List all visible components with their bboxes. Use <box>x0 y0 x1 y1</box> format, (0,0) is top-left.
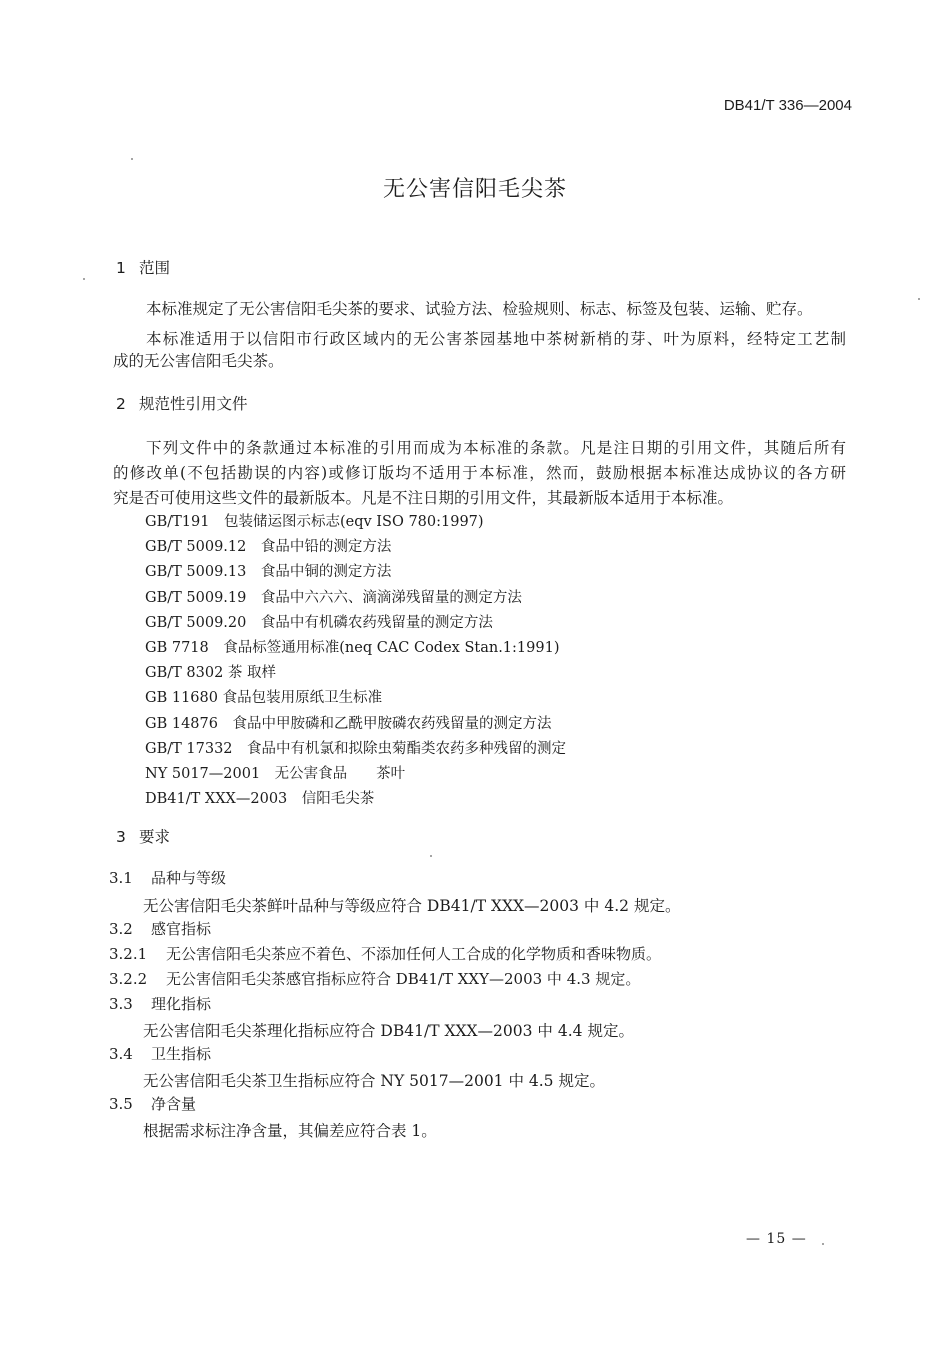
clause-text: 无公害信阳毛尖茶应不着色、不添加任何人工合成的化学物质和香味物质。 <box>166 945 662 963</box>
subsection-title: 净含量 <box>151 1095 197 1113</box>
clause-3-2-1 <box>109 943 661 964</box>
subsection-number: 3.2 <box>109 920 133 938</box>
scan-speck <box>83 278 85 280</box>
subsection-number: 3.1 <box>109 869 133 887</box>
reference-item: GB 14876 食品中甲胺磷和乙酰甲胺磷农药残留量的测定方法 <box>145 715 552 732</box>
scan-speck <box>131 158 133 160</box>
refs-intro-line-3: 究是否可使用这些文件的最新版本。凡是不注日期的引用文件，其最新版本适用于本标准。 <box>113 489 734 507</box>
section-number: 3 <box>116 828 126 846</box>
section-number: 2 <box>116 395 126 413</box>
section-2-heading <box>116 392 248 414</box>
subsection-title: 卫生指标 <box>151 1045 212 1063</box>
section-number: 1 <box>116 259 126 277</box>
subsection-number: 3.3 <box>109 995 133 1013</box>
subsection-number: 3.5 <box>109 1095 133 1113</box>
scan-speck <box>822 1243 824 1245</box>
subsection-3-3-heading <box>109 993 211 1014</box>
subsection-title: 感官指标 <box>151 920 212 938</box>
clause-text: 无公害信阳毛尖茶感官指标应符合 DB41/T XXY—2003 中 4.3 规定。 <box>166 970 641 988</box>
subsection-number: 3.4 <box>109 1045 133 1063</box>
document-title: 无公害信阳毛尖茶 <box>382 177 567 202</box>
subsection-3-3-text: 无公害信阳毛尖茶理化指标应符合 DB41/T XXX—2003 中 4.4 规定。 <box>143 1022 634 1040</box>
refs-intro-line-1: 下列文件中的条款通过本标准的引用而成为本标准的条款。凡是注日期的引用文件，其随后所有 <box>146 439 846 457</box>
reference-item: GB/T 5009.20 食品中有机磷农药残留量的测定方法 <box>145 614 493 631</box>
clause-number: 3.2.1 <box>109 945 148 963</box>
normative-reference-list <box>145 510 566 812</box>
reference-item: GB/T 5009.19 食品中六六六、滴滴涕残留量的测定方法 <box>145 589 522 606</box>
scan-speck <box>918 298 920 300</box>
scan-speck <box>430 855 432 857</box>
reference-item: GB/T 5009.13 食品中铜的测定方法 <box>145 564 392 581</box>
subsection-3-1-heading <box>109 867 226 888</box>
reference-item: GB/T191 包装储运图示标志(eqv ISO 780:1997) <box>145 514 484 530</box>
scope-paragraph-2-line-1: 本标准适用于以信阳市行政区域内的无公害茶园基地中茶树新梢的芽、叶为原料，经特定工艺制 <box>146 330 846 348</box>
reference-item: DB41/T XXX—2003 信阳毛尖茶 <box>145 791 375 808</box>
page-number: — 15 — <box>746 1231 807 1247</box>
scope-paragraph-1: 本标准规定了无公害信阳毛尖茶的要求、试验方法、检验规则、标志、标签及包装、运输、贮存。 <box>146 300 813 318</box>
subsection-title: 理化指标 <box>151 995 212 1013</box>
subsection-3-5-heading <box>109 1093 196 1114</box>
section-title: 范围 <box>139 259 171 277</box>
standard-code: DB41/T 336—2004 <box>723 97 852 114</box>
clause-3-2-2 <box>109 968 640 989</box>
reference-item: GB/T 8302 茶 取样 <box>145 665 277 682</box>
reference-item: GB/T 17332 食品中有机氯和拟除虫菊酯类农药多种残留的测定 <box>145 740 567 757</box>
subsection-3-4-heading <box>109 1043 211 1064</box>
reference-item: NY 5017—2001 无公害食品 茶叶 <box>145 765 406 782</box>
subsection-title: 品种与等级 <box>151 869 227 887</box>
section-1-heading <box>116 256 170 278</box>
reference-item: GB/T 5009.12 食品中铅的测定方法 <box>145 539 392 556</box>
reference-item: GB 11680 食品包装用原纸卫生标准 <box>145 690 383 707</box>
section-title: 规范性引用文件 <box>139 395 248 413</box>
subsection-3-4-text: 无公害信阳毛尖茶卫生指标应符合 NY 5017—2001 中 4.5 规定。 <box>143 1072 605 1090</box>
section-title: 要求 <box>139 828 171 846</box>
refs-intro-line-2: 的修改单(不包括勘误的内容)或修订版均不适用于本标准，然而，鼓励根据本标准达成协议的各方研 <box>113 464 846 482</box>
clause-number: 3.2.2 <box>109 970 148 988</box>
section-3-heading <box>116 825 170 847</box>
subsection-3-2-heading <box>109 918 211 939</box>
subsection-3-1-text: 无公害信阳毛尖茶鲜叶品种与等级应符合 DB41/T XXX—2003 中 4.2 规定。 <box>143 897 681 915</box>
reference-item: GB 7718 食品标签通用标准(neq CAC Codex Stan.1:1991) <box>145 639 560 656</box>
scope-paragraph-2-line-2: 成的无公害信阳毛尖茶。 <box>113 352 284 370</box>
subsection-3-5-text: 根据需求标注净含量，其偏差应符合表 1。 <box>143 1122 437 1140</box>
